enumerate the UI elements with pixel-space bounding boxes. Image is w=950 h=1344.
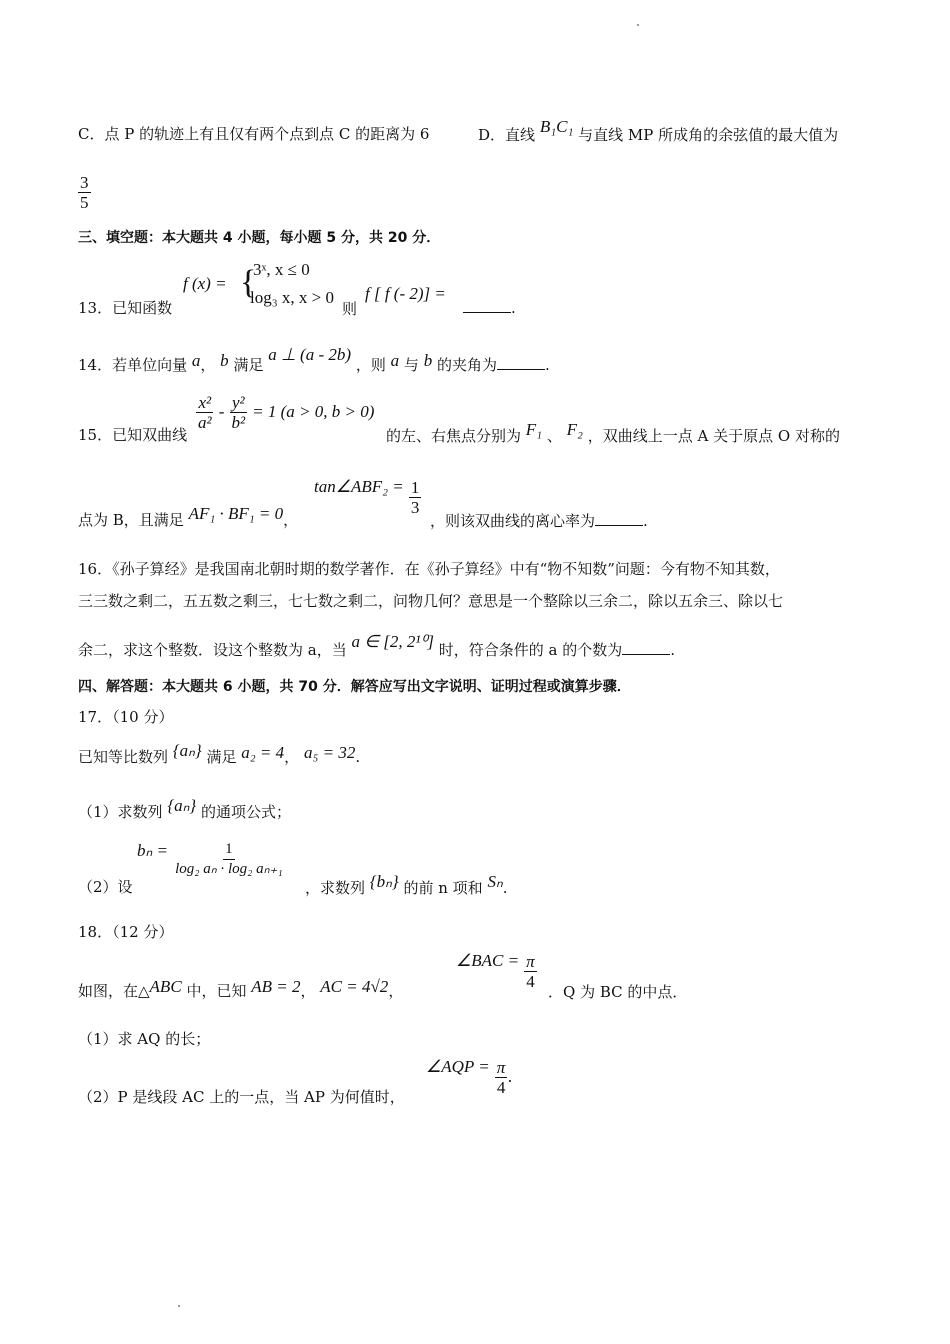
q16-answer-blank[interactable] bbox=[622, 640, 670, 655]
q15-foci-text: 的左、右焦点分别为 F₁ 、 F₂ ，双曲线上一点 A 关于原点 O 对称的 bbox=[386, 420, 840, 445]
q17-part-1: （1）求数列 {aₙ} 的通项公式； bbox=[78, 796, 291, 821]
q18-angle-aqp: ∠AQP = $\frac{\pi}{4}$ . bbox=[426, 1057, 513, 1097]
q13-fx: f (x) = bbox=[183, 274, 227, 293]
q12-d-answer-fraction: $\frac{3}{5}$ bbox=[80, 173, 89, 212]
q14-vector-a: a bbox=[191, 351, 201, 370]
scan-dot bbox=[178, 1305, 180, 1307]
q15-prefix: 15．已知双曲线 bbox=[78, 426, 188, 444]
q14-vector-b: b bbox=[220, 351, 229, 370]
q17-bn-formula: bₙ = $\frac{1}{\text{log₂ aₙ · log₂ aₙ₊₁}}$ bbox=[137, 841, 283, 877]
q13-then: 则 bbox=[342, 300, 358, 318]
q15-f1: F₁ bbox=[525, 420, 543, 439]
q18-header: 18．（12 分） bbox=[78, 923, 174, 941]
q13-prefix: 13．已知函数 bbox=[78, 299, 173, 317]
q18-angle-bac: ∠BAC = $\frac{\pi}{4}$ bbox=[456, 951, 535, 991]
q13-expression: f [ f (- 2)] = bbox=[365, 284, 446, 303]
q18-triangle-abc: ABC bbox=[149, 977, 182, 996]
q18-stem: 如图，在△ABC 中，已知 AB = 2， AC = 4√2， bbox=[78, 977, 404, 1000]
q12-options-line bbox=[78, 124, 429, 144]
q18-part-1: （1）求 AQ 的长； bbox=[78, 1030, 211, 1048]
q12-option-d: D．直线 B₁C₁ 与直线 MP 所成角的余弦值的最大值为 bbox=[478, 117, 839, 144]
q17-stem: 已知等比数列 {aₙ} 满足 a₂ = 4， a₅ = 32. bbox=[78, 741, 361, 766]
section-4-heading: 四、解答题：本大题共 6 小题，共 70 分．解答应写出文字说明、证明过程或演算步骤． bbox=[78, 679, 631, 695]
q13-answer-blank[interactable]: . bbox=[463, 298, 516, 317]
q15-line-2: 点为 B，且满足 AF₁ · BF₁ = 0， bbox=[78, 504, 299, 529]
q14-line: 14．若单位向量 a， b 满足 a ⊥ (a - 2b) ，则 a 与 b 的夹角为 . bbox=[78, 345, 550, 374]
q13-case-2: log₃ x, x > 0 bbox=[250, 288, 334, 307]
q16-line-1: 16．《孙子算经》是我国南北朝时期的数学著作．在《孙子算经》中有“物不知数”问题：今有物不知其数， bbox=[78, 560, 780, 578]
q15-question: ，则该双曲线的离心率为 . bbox=[430, 512, 648, 530]
q16-line-2: 三三数之剩二，五五数之剩三，七七数之剩二，问物几何？意思是一个整除以三余二，除以五余三、除以七 bbox=[78, 592, 784, 610]
q14-answer-blank[interactable] bbox=[497, 355, 545, 370]
q12-option-c: C．点 P 的轨迹上有且仅有两个点到点 C 的距离为 6 bbox=[78, 125, 430, 143]
q12-line-b1c1: B₁C₁ bbox=[539, 117, 574, 136]
q14-condition: a ⊥ (a - 2b) bbox=[268, 345, 352, 364]
q17-part-2-rest: ，求数列 {bₙ} 的前 n 项和 Sₙ. bbox=[305, 872, 508, 897]
q17-part-2-prefix: （2）设 bbox=[78, 878, 133, 896]
q13-brace: { bbox=[240, 264, 257, 301]
q13-case-1: 3ˣ, x ≤ 0 bbox=[253, 260, 310, 279]
q17-header: 17．（10 分） bbox=[78, 708, 174, 726]
q15-hyperbola-equation: $\frac{\text{x²}}{\text{a²}}$ - $\frac{\text{y²}}{\text{b²}}$ = 1 (a > 0, b > 0) bbox=[198, 393, 375, 432]
q15-f2: F₂ bbox=[566, 420, 583, 439]
q15-dot-condition: AF₁ · BF₁ = 0 bbox=[188, 504, 284, 523]
q15-tan-condition: tan∠ABF₂ = $\frac{1}{3}$ bbox=[314, 477, 420, 517]
q15-answer-blank[interactable] bbox=[595, 511, 643, 526]
q16-range: a ∈ [2, 2¹⁰] bbox=[351, 632, 434, 651]
q18-part-2: （2）P 是线段 AC 上的一点，当 AP 为何值时， bbox=[78, 1088, 405, 1106]
q16-line-3: 余二，求这个整数．设这个整数为 a，当 a ∈ [2, 2¹⁰] 时，符合条件的 a 的个数为 . bbox=[78, 632, 675, 659]
q18-stem-end: ．Q 为 BC 的中点． bbox=[548, 983, 688, 1001]
q17-seq-an: {aₙ} bbox=[172, 741, 202, 760]
scan-dot bbox=[637, 24, 639, 26]
section-3-heading: 三、填空题：本大题共 4 小题，每小题 5 分，共 20 分． bbox=[78, 230, 441, 246]
